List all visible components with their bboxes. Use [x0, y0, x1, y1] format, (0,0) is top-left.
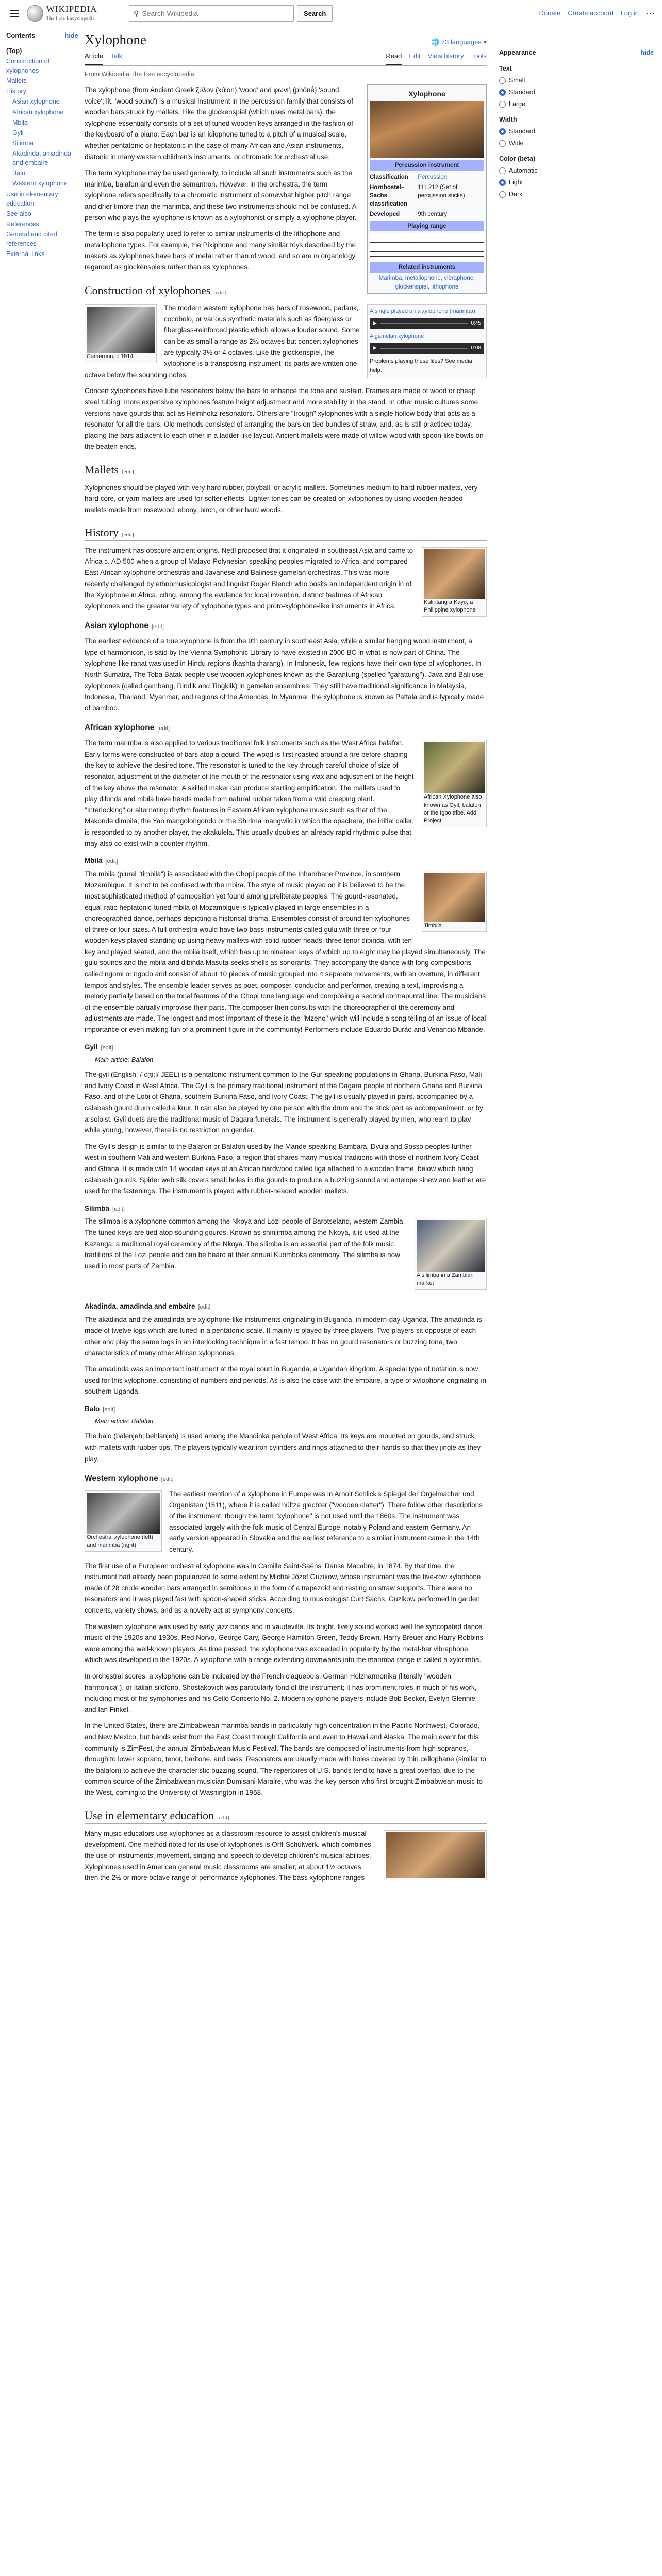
- color-group: [499, 154, 654, 199]
- main-content: [85, 31, 487, 1889]
- color-option[interactable]: [499, 165, 654, 176]
- audio-duration: 0:08: [471, 345, 481, 351]
- toc-item[interactable]: Mbila: [12, 118, 28, 126]
- radio-label: Standard: [509, 128, 535, 135]
- mbila-paragraph: The mbila (plural "timbila") is associated with the Chopi people of the Inhambane Province, in southern Mozambique. It is not to be confused with the mbira. The style of music played on it is believed to be the most sophisticated method of composition yet found among preliterate peoples. The gourd-resonated, equal-ratio heptatonic-tuned mbila of Mozambique is typically played in large ensembles in a choreographed dance, perhaps depicting a historical drama. Ensembles consist of around ten xylophones of three or four sizes. A full orchestra would have two bass instruments called gulu with three or four wooden keys played standing up using heavy mallets with solid rubber heads, three tenor dibinda, with ten key and played seated, and the mbila itself, which has up to nineteen keys of which up to eight may be played simultaneously. The gulu sounds and the mbila and dibinda Masuta seeks shells as sonorants. They accompany the dance with long compositions called ngomi or ngodo and consist of about 10 pieces of music grouped into 4 separate movements, with an overture, in different tempos and styles. The ensemble leader serves as poet, composer, conductor and performer, creating a text, improvising a melody partially based on the tonal features of the Chopi tone language and composing a second contrapuntal line. The musicians of the ensemble partially improvise their parts. The composer then consults with the choreographer of the ceremony and adjustments are made. The longest and most important of these is the "Mzeno" which will include a song telling of an issue of local importance or even making fun of a prominent figure in the community! Performers include Eduardo Durão and Venancio Mbande.: [85, 870, 486, 1034]
- timbila-image[interactable]: [424, 873, 485, 922]
- infobox-key: Developed: [370, 211, 400, 218]
- heading-text: Mbila: [85, 857, 103, 865]
- table-of-contents: [6, 31, 78, 260]
- edit-section-link[interactable]: [edit]: [101, 1044, 113, 1051]
- edit-section-link[interactable]: [edit]: [112, 1206, 125, 1212]
- section-heading-silimba: [85, 1203, 487, 1214]
- audio-samples-box: [367, 304, 487, 378]
- radio-label: Large: [509, 100, 525, 108]
- audio-progress-bar[interactable]: [380, 348, 468, 349]
- page-tabs: [85, 50, 487, 66]
- history-paragraph: The instrument has obscure ancient origins. Nettl proposed that it originated in southeast Asia and came to Africa c. AD 500 when a group of Malayo-Polynesian speaking peoples migrated to Africa, and compared East African xylophone orchestras and Javanese and Balinese gamelan orchestras. This was more recently challenged by ethnomusicologist and linguist Roger Blench who posits an independent origin in of the Xylophone in Africa, citing, among the evidence for local invention, distinct features of African xylophones and the greater variety of xylophone types and proto-xylophone-like instruments in Africa.: [85, 546, 413, 610]
- toc-item[interactable]: Construction of xylophones: [6, 57, 50, 75]
- figure-thumb: [422, 547, 487, 617]
- heading-text: History: [85, 526, 119, 539]
- edit-label: edit: [123, 468, 133, 475]
- western-paragraph: The first use of a European orchestral xylophone was in Camille Saint-Saëns' Danse Macabre, in 1874. By that time, the instrument had already been popularized to some extent by Michał Józef Guzikow, whose instrument was the five-row xylophone made of 28 crude wooden bars arranged in semitones in the form of a trapezoid and resting on straw supports. There were no resonators and it was played fast with spoon-shaped sticks. According to musicologist Curt Sachs, Guzikow performed in garden concerts, variety shows, and as a novelty act at symphony concerts.: [85, 1562, 481, 1614]
- toc-item[interactable]: See also: [6, 210, 31, 217]
- toc-item[interactable]: External links: [6, 250, 45, 258]
- toc-title: Contents: [6, 31, 36, 39]
- audio-player[interactable]: [370, 343, 484, 354]
- login-link[interactable]: Log in: [620, 9, 639, 17]
- tab-tools[interactable]: Tools: [471, 52, 487, 60]
- edit-section-link[interactable]: [edit]: [105, 858, 118, 865]
- heading-text: Construction of xylophones: [85, 283, 211, 297]
- appearance-hide-button[interactable]: hide: [640, 49, 654, 56]
- radio-button[interactable]: [499, 179, 506, 186]
- infobox-value: 111.212 (Set of percussion sticks): [418, 184, 465, 199]
- toc-item[interactable]: Mallets: [6, 77, 27, 85]
- search-button[interactable]: Search: [297, 5, 333, 22]
- hatnote[interactable]: Main article: Balafon: [95, 1418, 154, 1426]
- balo-paragraph: The balo (balenjeh, behlanjeh) is used among the Mandinka people of West Africa. Its keys are mounted on gourds, and struck with mallets with rubber tips. The players typically wear iron cylinders and rings attached to their hands so that they jingle as they play.: [85, 1432, 481, 1463]
- more-options-icon[interactable]: ⋯: [646, 8, 656, 19]
- infobox-section-range: Playing range: [370, 221, 484, 231]
- silimba-paragraph: The silimba is a xylophone common among the Nkoya and Lozi people of Barotseland, western Zambia. The tuned keys are tied atop sounding gourds. Known as shinjimba among the Nkoya, it is used at the Kazanga, a traditional royal ceremony of the Nkoya. The silimba is an essential part of the folk music traditions of the Lozi people and can be heard at their annual Kuomboka ceremony. The silimba is now used in most parts of Zambia.: [85, 1217, 405, 1270]
- akadinda-paragraph: The amadinda was an important instrument at the royal court in Buganda, a Ugandan kingdom. A special type of notation is now used for this xylophone, consisting of numbers and periods. As is also the case with the embaire, a type of xylophone originating in southern Uganda.: [85, 1365, 486, 1396]
- figure-caption: Orchestral xylophone (left) and marimba (right): [87, 1534, 153, 1549]
- african-xylophone-image[interactable]: [424, 742, 485, 793]
- appearance-panel: [499, 47, 654, 205]
- edit-label: edit: [216, 289, 224, 296]
- radio-button[interactable]: [499, 101, 506, 108]
- infobox-related-instruments[interactable]: Marimba, metallophone, vibraphone, glockenspiel, lithophone: [378, 275, 475, 290]
- search-input[interactable]: [142, 9, 289, 18]
- wikipedia-logo[interactable]: [27, 5, 124, 22]
- audio-duration: 0:45: [471, 320, 481, 326]
- toc-item[interactable]: African xylophone: [12, 108, 64, 116]
- edit-label: edit: [107, 858, 117, 865]
- akadinda-paragraph: The akadinda and the amadinda are xylophone-like instruments originating in Buganda, in modern-day Uganda. The amadinda is made of twelve logs which are tuned in a pentatonic scale. It mainly is played by three players. Two players sit opposite of each other and play the same logs in an interlocking technique in a fast tempo. It has no gourd resonators or buzzing tone, two characteristics of many other African xylophones.: [85, 1315, 482, 1357]
- edit-section-link[interactable]: [edit]: [103, 1406, 115, 1413]
- mallets-paragraph: Xylophones should be played with very hard rubber, polyball, or acrylic mallets. Sometimes medium to hard rubber mallets, very hard core, or yarn mallets are used for softer effects. Lighter tones can be created on xylophones by using wooden-headed mallets made from rosewood, ebony, birch, or other hard woods.: [85, 483, 478, 514]
- section-heading-gyil: [85, 1042, 487, 1053]
- toc-hide-button[interactable]: hide: [64, 31, 78, 39]
- edit-section-link[interactable]: [edit]: [217, 1815, 229, 1821]
- infobox-value: 9th century: [418, 211, 448, 218]
- figure-caption: Kulintang a Kayo, a Philippine xylophone: [424, 599, 476, 614]
- radio-label: Standard: [509, 89, 535, 96]
- audio-player[interactable]: [370, 318, 484, 329]
- width-group: [499, 114, 654, 148]
- toc-item[interactable]: Western xylophone: [12, 180, 68, 188]
- radio-label: Wide: [509, 140, 524, 147]
- figure-thumb: [85, 304, 157, 363]
- radio-label: Automatic: [509, 167, 538, 174]
- toc-item[interactable]: History: [6, 88, 26, 95]
- toc-item[interactable]: Asian xylophone: [12, 98, 60, 106]
- top-header: [0, 0, 662, 27]
- section-heading-mallets: [85, 463, 487, 478]
- section-heading-balo: [85, 1403, 487, 1415]
- edit-label: edit: [102, 1044, 112, 1051]
- figure-thumb: [422, 740, 487, 827]
- globe-icon: [27, 5, 43, 22]
- logo-tagline: The Free Encyclopedia: [46, 15, 95, 21]
- figure-thumb: [422, 871, 487, 932]
- infobox: [367, 84, 487, 294]
- intro-paragraph: The term is also popularly used to refer to similar instruments of the lithophone and metallophone types. For example, the Pixiphone and many similar toys described by the makers as xylophones have bars of metal rather than of wood, and so are in organology regarded as glockenspiels rather than as xylophones.: [85, 230, 356, 271]
- western-paragraph: In orchestral scores, a xylophone can be indicated by the French claquebois, German Holzharmonika (literally "wooden harmonica"), or Italian silofono. Shostakovich was particularly fond of the instrument; it has prominent roles in much of his work, including most of his symphonies and his Cello Concerto No. 2. Modern xylophone players include Bob Becker, Evelyn Glennie and Ian Finkel.: [85, 1672, 477, 1714]
- language-selector[interactable]: 🌐 73 languages ▾: [431, 38, 487, 46]
- figure-thumb: [384, 1830, 487, 1880]
- toc-item[interactable]: Gyil: [12, 129, 24, 137]
- text-size-group: [499, 63, 654, 109]
- edit-label: edit: [114, 1206, 123, 1212]
- western-paragraph: The earliest mention of a xylophone in Europe was in Arnolt Schlick's Spiegel der Orgelmacher und Organisten (1511), where it is called hültze glechter ("wooden clatter"). There follow other descriptions of the instrument, though the term "xylophone" is not used until the 1860s. The instrument was associated largely with the folk music of Central Europe, notably Poland and eastern Germany. An early version appeared in Slovakia and the earliest reference to a similar instrument came in the 14th century.: [169, 1490, 483, 1554]
- gyil-paragraph: The Gyil's design is similar to the Balafon or Balafon used by the Mande-speaking Bambara, Dyula and Sosso peoples further west in southern Mali and western Burkina Faso, a region that shares many musical traditions with those of northern Ivory Coast and Ghana. It is made with 14 wooden keys of an African hardwood called liga attached to a wooden frame, below which hang calabash gourds. Spider web silk covers small holes in the gourds to produce a buzzing sound and antelope sinew and leather are used for the fastenings. The instrument is played with rubber-headed wooden mallets.: [85, 1142, 486, 1195]
- radio-label: Light: [509, 179, 523, 186]
- african-paragraph: The term marimba is also applied to various traditional folk instruments such as the West Africa balafon. Early forms were constructed of bars atop a gourd. The wood is first roasted around a fire before shaping the key to achieve the desired tone. The resonator is tuned to the key through careful choice of size of resonator, adjustment of the diameter of the mouth of the resonator using wax and adjustment of the height of the key above the resonator. A skilled maker can produce startling amplification. The mallets used to play dibinda and mbila have heads made from natural rubber taken from a wild creeping plant. "Interlocking" or alternating rhythm features in Eastern African xylophone music such as that of the Makonde dimbila, the Yao mangolongondo or the Shirima mangwilo in which the opachera, the initial caller, is responded to by another player, the akakulela. This usually doubles an already rapid rhythmic pulse that may also co-exist with a counter-rhythm.: [85, 739, 414, 848]
- section-heading-history: [85, 526, 487, 541]
- edit-label: edit: [123, 532, 133, 538]
- radio-button[interactable]: [499, 89, 506, 96]
- infobox-title: Xylophone: [408, 90, 445, 98]
- construction-paragraph: Concert xylophones have tube resonators below the bars to enhance the tone and sustain. Frames are made of wood or cheap steel tubing: more expensive xylophones feature height adjustment and more stability in the stand. In other music cultures some versions have gourds that act as Helmholtz resonators. Others are "trough" xylophones with a single hollow body that acts as a resonator for all the bars. Old methods consisted of arranging the bars on tied bundles of straw, and, as is still practiced today, placing the bars adjacent to each other in a ladder-like layout. Ancient mallets were made of willow wood with spoon-like bowls on the beaten ends.: [85, 387, 484, 451]
- heading-text: Silimba: [85, 1204, 110, 1212]
- infobox-key: Hornbostel–Sachs classification: [370, 184, 407, 208]
- heading-text: Mallets: [85, 463, 119, 476]
- edit-label: edit: [200, 1304, 209, 1311]
- infobox-section-class: Percussion instrument: [370, 160, 484, 171]
- intro-paragraph: The xylophone (from Ancient Greek ξύλον (xúlon) 'wood' and φωνή (phōnḗ) 'sound, voice'; lit. 'wood sound') is a musical instrument in the percussion family that consists of wooden bars struck by mallets. Like the glockenspiel (which uses metal bars), the xylophone essentially consists of a set of tuned wooden keys arranged in the fashion of the keyboard of a piano. Each bar is an idiophone tuned to a pitch of a musical scale, whether pentatonic or heptatonic in the case of many African and Asian instruments, diatonic in many western children's instruments, or chromatic for orchestral use.: [85, 86, 353, 161]
- color-option[interactable]: [499, 189, 654, 199]
- section-heading-akadinda: [85, 1301, 487, 1312]
- heading-text: Use in elementary education: [85, 1809, 214, 1822]
- infobox-value[interactable]: Percussion: [418, 174, 448, 180]
- from-line: From Wikipedia, the free encyclopedia: [85, 71, 194, 78]
- edit-section-link[interactable]: [edit]: [122, 468, 134, 475]
- orchestral-xylophone-image[interactable]: [87, 1493, 160, 1534]
- radio-button[interactable]: [499, 191, 506, 198]
- edit-label: edit: [104, 1406, 114, 1413]
- figure-thumb: [85, 1490, 162, 1552]
- search-icon: ⚲: [134, 9, 139, 18]
- play-icon[interactable]: ▶: [373, 320, 377, 326]
- text-size-label: Text: [499, 65, 512, 72]
- toc-item[interactable]: General and cited references: [6, 231, 57, 248]
- color-option[interactable]: [499, 177, 654, 188]
- gyil-paragraph: The gyil (English: /ˈdʒiːl/ JEEL) is a pentatonic instrument common to the Gur-speaking populations in Ghana, Burkina Faso, Mali and Ivory Coast in West Africa. The Gyil is the primary traditional instrument of the Dagara people of northern Ghana and Burkina Faso, and of the Lobi of Ghana, southern Burkina Faso, and Ivory Coast. The gyil is usually played in pairs, accompanied by a calabash gourd drum called a kuur. It can also be played by one person with the drum and the stick part as accompaniment, or by a soloist. Gyil duets are the traditional music of Dagara funerals. The instrument is generally played by men, who learn to play while young, however, there is no restriction on gender.: [85, 1071, 483, 1134]
- search-box: [129, 5, 294, 22]
- figure-caption: Timbila: [424, 922, 442, 929]
- radio-button[interactable]: [499, 128, 506, 135]
- hatnote[interactable]: Main article: Balafon: [95, 1056, 154, 1064]
- text-size-option[interactable]: [499, 75, 654, 86]
- construction-paragraph: The modern western xylophone has bars of rosewood, padauk, cocobolo, or various synthetic materials such as fiberglass or fiberglass-reinforced plastic which allows a louder sound. Some can be as small a range as 2½ octaves but concert xylophones are typically 3½ or 4 octaves. Like the glockenspiel, the xylophone is a transposing instrument: its parts are written one octave below the sounding notes.: [85, 304, 360, 379]
- width-label: Width: [499, 116, 517, 123]
- heading-text: Gyil: [85, 1043, 98, 1051]
- play-icon[interactable]: ▶: [373, 345, 377, 351]
- section-heading-african: [85, 722, 487, 735]
- section-heading-education: [85, 1808, 487, 1824]
- toc-item[interactable]: References: [6, 220, 39, 228]
- radio-button[interactable]: [499, 77, 506, 84]
- infobox-section-related: Related instruments: [370, 262, 484, 273]
- kulintang-image[interactable]: [424, 549, 485, 599]
- tab-read[interactable]: Read: [386, 51, 402, 65]
- figure-caption: A silimba in a Zambian market: [417, 1272, 474, 1286]
- width-option[interactable]: [499, 126, 654, 137]
- tab-talk[interactable]: Talk: [110, 52, 123, 60]
- edit-section-link[interactable]: [edit]: [122, 532, 134, 538]
- figure-caption: African Xylophone also known as Gyil, balafon or the Igbo tribe. Add Project: [424, 794, 482, 824]
- infobox-row: [370, 182, 484, 209]
- toc-item[interactable]: Akadinda, amadinda and embaire: [12, 150, 71, 167]
- toc-item[interactable]: Balo: [12, 170, 26, 177]
- intro-paragraph: The term xylophone may be used generally, to include all such instruments such as the marimba, balafon and even the semantron. However, in the orchestra, the term xylophone refers specifically to a chromatic instrument of somewhat higher pitch range and drier timbre than the marimba, and these two instruments should not be confused. A person who plays the xylophone is known as a xylophonist or simply a xylophone player.: [85, 169, 357, 222]
- asian-paragraph: The earliest evidence of a true xylophone is from the 9th century in southeast Asia, while a similar hanging wood instrument, a type of harmonicon, is said by the Vienna Symphonic Library to have existed in 2000 BC in what is now part of China. The xylophone-like ranat was used in Hindu regions (kashta tharang). In Indonesia, few regions have their own type of xylophones. In North Sumatra, The Toba Batak people use wooden xylophones known as the Garantung (spelled "garattung"). Java and Bali use xylophones (called gambang, Rindik and Tingklik) in gamelan ensembles. They still have traditional significance in Malaysia, Indonesia, Thailand, Myanmar, and regions of the Americas. In Myanmar, the xylophone is known as Pattala and is typically made of bamboo.: [85, 637, 484, 712]
- appearance-title: Appearance: [499, 49, 536, 56]
- classroom-xylophone-image[interactable]: [386, 1832, 485, 1878]
- section-heading-mbila: [85, 855, 487, 867]
- silimba-image[interactable]: [417, 1220, 485, 1272]
- radio-button[interactable]: [499, 140, 506, 147]
- toc-item[interactable]: Use in elementary education: [6, 190, 58, 207]
- toc-item[interactable]: (Top): [6, 47, 22, 55]
- main-menu-icon[interactable]: [6, 5, 23, 22]
- edit-section-link[interactable]: [edit]: [157, 725, 170, 732]
- section-heading-western: [85, 1472, 487, 1485]
- edit-label: edit: [162, 1476, 172, 1483]
- infobox-key: Classification: [370, 174, 408, 180]
- infobox-row: [370, 209, 484, 219]
- audio-title[interactable]: A single played on a xylophone (marimba): [370, 308, 475, 315]
- heading-text: African xylophone: [85, 723, 155, 733]
- education-paragraph: Many music educators use xylophones as a classroom resource to assist children's musical development. One method noted for its use of xylophones is Orff-Schulwerk, which combines the use of instruments, movement, singing and speech to develop children's musical abilities. Xylophones used in American general music classrooms are smaller, at about 1½ octaves, then the 2½ or more octave range of performance xylophones. The bass xylophone ranges: [85, 1829, 371, 1882]
- western-paragraph: In the United States, there are Zimbabwean marimba bands in particularly high concentration in the Pacific Northwest, Colorado, and New Mexico, but bands exist from the East Coast through California and even to Hawaii and Alaska. The main event for this community is ZimFest, the annual Zimbabwean Music Festival. The bands are composed of instruments from high sopranos, through to lower soprano, tenor, baritone, and bass. Resonators are usually made with holes covered by thin cellophane (similar to the balafon) to achieve the characteristic buzzing sound. The repertoires of U.S. bands tend to have a great overlap, due to the common source of the Zimbabwean musician Dumisani Maraire, who was the key person who first brought Zimbabwean music to the West, coming to the University of Washington in 1968.: [85, 1722, 486, 1797]
- tab-article[interactable]: Article: [85, 51, 103, 65]
- infobox-image[interactable]: [370, 101, 484, 158]
- radio-label: Dark: [509, 191, 523, 198]
- cameroon-xylophone-image[interactable]: [87, 307, 155, 353]
- audio-help-text: Problems playing these files? See media help.: [370, 358, 472, 374]
- page-title-bar: [85, 31, 487, 50]
- toc-header: [6, 31, 78, 43]
- audio-progress-bar[interactable]: [380, 323, 468, 324]
- edit-label: edit: [219, 1815, 228, 1821]
- width-option[interactable]: [499, 138, 654, 148]
- infobox-row: [370, 172, 484, 182]
- western-paragraph: The western xylophone was used by early jazz bands and in vaudeville. Its bright, lively sound worked well the syncopated dance music of the 1920s and 1930s. Red Norvo, George Cary, George Hamilton Green, Teddy Brown, Harry Breuer and Harry Robbins were among the well-known players. As time passed, the xylophone was exceeded in popularity by the metal-bar vibraphone, which was developed in the 1920s. A xylophone with a range extending downwards into the marimba range is called a xylorimba.: [85, 1622, 484, 1664]
- heading-text: Asian xylophone: [85, 621, 149, 631]
- donate-link[interactable]: Donate: [539, 9, 561, 17]
- text-size-option[interactable]: [499, 99, 654, 109]
- figure-thumb: [415, 1218, 487, 1290]
- tab-edit[interactable]: Edit: [409, 52, 421, 60]
- section-heading-asian: [85, 620, 487, 633]
- tab-view-history[interactable]: View history: [427, 52, 464, 60]
- heading-text: Western xylophone: [85, 1474, 158, 1483]
- edit-label: edit: [153, 623, 162, 630]
- toc-item[interactable]: Silimba: [12, 139, 34, 147]
- appearance-header: [499, 47, 654, 60]
- edit-section-link[interactable]: [edit]: [213, 289, 226, 296]
- create-account-link[interactable]: Create account: [568, 9, 614, 17]
- edit-section-link[interactable]: [edit]: [161, 1476, 174, 1483]
- edit-label: edit: [159, 725, 169, 732]
- playing-range-staff-image: [370, 233, 484, 260]
- page-title: Xylophone: [85, 32, 146, 47]
- color-label: Color (beta): [499, 155, 536, 162]
- edit-section-link[interactable]: [edit]: [198, 1304, 211, 1311]
- figure-caption: Cameroon, c.1914: [87, 353, 134, 360]
- radio-button[interactable]: [499, 167, 506, 174]
- heading-text: Akadinda, amadinda and embaire: [85, 1302, 195, 1311]
- audio-title[interactable]: A gamelan xylophone: [370, 333, 424, 340]
- heading-text: Balo: [85, 1404, 100, 1413]
- edit-section-link[interactable]: [edit]: [152, 623, 164, 630]
- radio-label: Small: [509, 77, 525, 84]
- language-count: 73 languages: [441, 38, 482, 46]
- text-size-option[interactable]: [499, 87, 654, 97]
- logo-wordmark: WIKIPEDIA: [46, 4, 97, 14]
